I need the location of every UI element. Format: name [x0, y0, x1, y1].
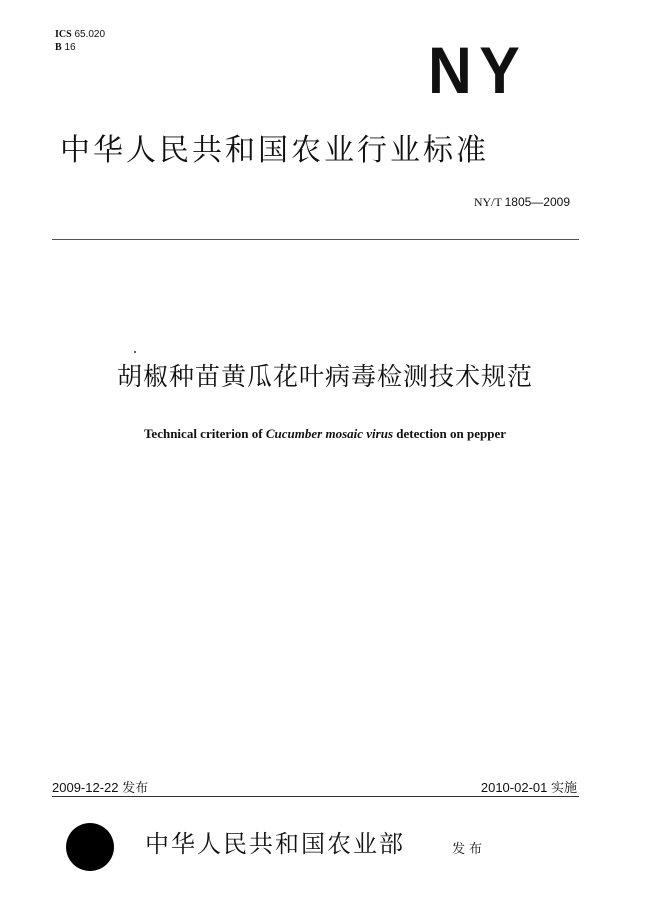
bottom-divider [52, 796, 579, 797]
standard-number [474, 195, 570, 210]
implementation-date: 2010-02-01 实施 [480, 780, 577, 795]
issue-date: 2009-12-22 发布 [52, 780, 149, 795]
ny-logo: NY [428, 33, 528, 107]
virus-name: Cucumber mosaic virus [265, 426, 393, 441]
ministry-seal [66, 823, 114, 871]
issuing-ministry: 中华人民共和国农业部 [145, 830, 405, 858]
document-title-english: Technical criterion of Cucumber mosaic virus detection on pepper [143, 426, 507, 441]
implement-label: 实施 [550, 780, 577, 795]
classification-codes [55, 28, 105, 54]
standard-code: 1805—2009 [504, 195, 570, 209]
standard-prefix: NY/T [473, 195, 502, 209]
industry-standard-title: 中华人民共和国农业行业标准 [60, 133, 489, 168]
publish-label: 发布 [452, 842, 487, 857]
top-divider [52, 239, 579, 240]
issue-label: 发布 [122, 780, 149, 795]
speck-mark [134, 351, 136, 353]
ccs-code: B 16 [55, 42, 76, 53]
ics-code: ICS 65.020 [55, 29, 106, 40]
document-title-chinese: 胡椒种苗黄瓜花叶病毒检测技术规范 [116, 362, 533, 391]
